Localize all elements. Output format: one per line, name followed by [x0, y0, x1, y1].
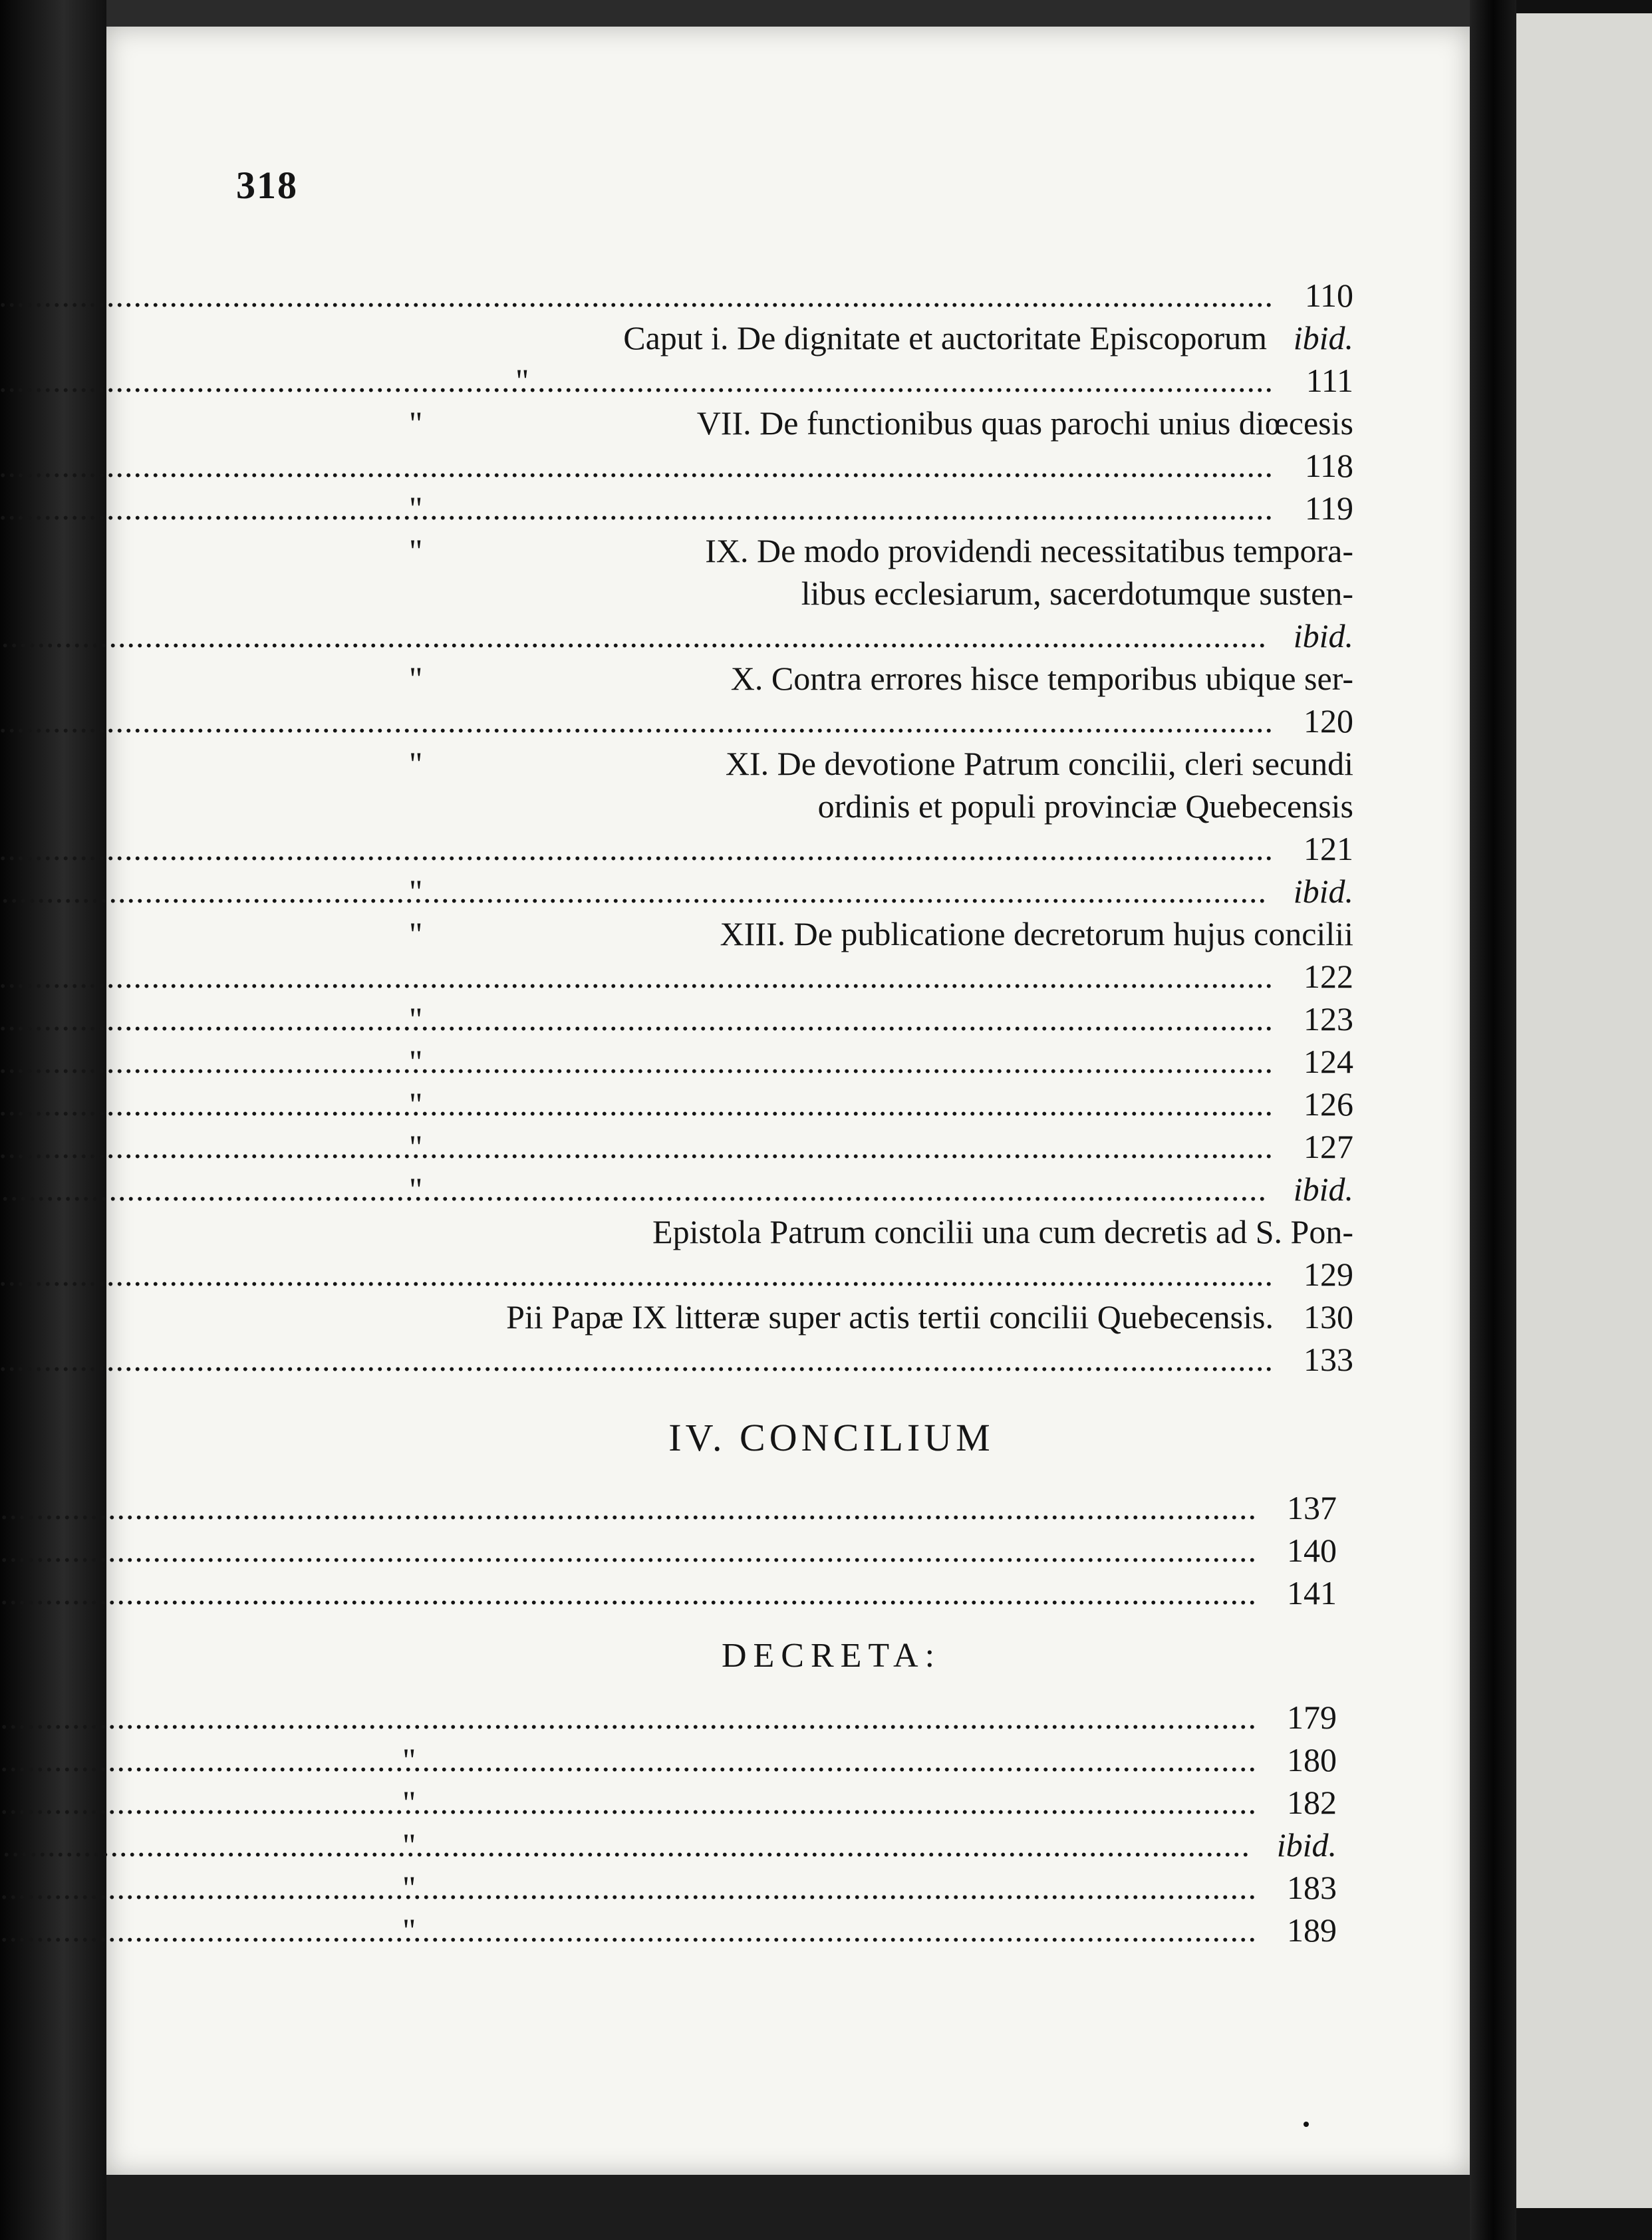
toc-entry-page: 122 [1304, 958, 1353, 995]
toc-entry-page: 126 [1304, 1085, 1353, 1123]
toc-entry-label [0, 1909, 1257, 1951]
toc-entry [409, 912, 1353, 955]
toc-entry-page: 118 [1304, 447, 1353, 484]
toc-entry-label [0, 1572, 1257, 1614]
book-gutter-right [1470, 0, 1516, 2240]
toc-entry [326, 1572, 1337, 1614]
toc-entry-label [0, 1486, 1257, 1529]
toc-entry [515, 359, 1353, 402]
ditto-mark: " [515, 362, 529, 399]
toc-entry-page: 130 [1304, 1298, 1353, 1335]
toc-section-iv [326, 1486, 1337, 1614]
toc-entry-page: 110 [1304, 277, 1353, 314]
toc-entry-page: ibid. [1293, 617, 1353, 654]
toc-entry [326, 1210, 1353, 1253]
page-number: 318 [236, 164, 298, 207]
toc-entry-page: ibid. [1276, 1826, 1337, 1864]
ditto-mark: " [409, 915, 423, 952]
toc-entry-label [0, 487, 1274, 529]
ditto-mark: " [402, 1826, 416, 1864]
toc-entry-page: 121 [1304, 830, 1353, 867]
ditto-mark: " [409, 1043, 423, 1080]
toc-entry-label: Epistola Patrum concilii una cum decretis ad S. Pon- [652, 1213, 1353, 1250]
toc-entry-label [0, 1529, 1257, 1572]
toc-entry [625, 700, 1353, 742]
toc-entry [409, 657, 1353, 700]
toc-entry-page: 123 [1304, 1000, 1353, 1038]
toc-entry [409, 402, 1353, 444]
toc-entry [333, 274, 1353, 317]
section-heading-iv-concilium: IV. CONCILIUM [668, 1416, 994, 1459]
ditto-mark: " [402, 1911, 416, 1949]
toc-entry-label: ordinis et populi provinciæ Quebecensis [817, 787, 1353, 825]
ditto-mark: " [409, 1128, 423, 1165]
toc-entry [625, 955, 1353, 998]
toc-entry-label [0, 274, 1274, 317]
toc-entry-label [0, 444, 1274, 487]
toc-entry [326, 1486, 1337, 1529]
toc-entry [402, 1781, 1337, 1824]
toc-entry [409, 487, 1353, 529]
toc-entry-page: 119 [1304, 490, 1353, 527]
toc-entry [326, 1296, 1353, 1338]
ditto-mark: " [409, 490, 423, 527]
toc-entry-label [0, 1696, 1257, 1739]
ditto-mark: " [409, 1085, 423, 1123]
toc-entry-page: ibid. [1293, 873, 1353, 910]
decreta-heading: DECRETA: [721, 1637, 942, 1675]
toc-entry-label: XIII. De publicatione decretorum hujus concilii [720, 915, 1353, 952]
facing-page-edge [1516, 13, 1652, 2208]
toc-entry [409, 742, 1353, 785]
toc-entry [625, 444, 1353, 487]
toc-entry-page: 141 [1287, 1574, 1337, 1611]
toc-entry-label: X. Contra errores hisce temporibus ubique ser- [730, 660, 1353, 697]
ink-dot [1304, 2122, 1309, 2127]
toc-entry-label [0, 700, 1274, 742]
toc-entry-page: 189 [1287, 1911, 1337, 1949]
toc-entry-label [0, 870, 1267, 912]
toc-entry-label [0, 615, 1267, 657]
toc-entry-page: 179 [1287, 1699, 1337, 1736]
toc-entry-page: ibid. [1293, 319, 1353, 356]
toc-entry-page: 111 [1306, 362, 1353, 399]
toc-entry-label: Pii Papæ IX litteræ super actis tertii concilii Quebecensis. [506, 1298, 1274, 1335]
toc-entry-page: 183 [1287, 1869, 1337, 1906]
toc-entry-page: 137 [1287, 1489, 1337, 1526]
toc-entry [402, 1739, 1337, 1781]
toc-entry-page: 180 [1287, 1741, 1337, 1778]
toc-entry-page: 182 [1287, 1784, 1337, 1821]
toc-entry [409, 1040, 1353, 1083]
bottom-edge-shadow [106, 2175, 1470, 2240]
toc-entry-label: Caput i. De dignitate et auctoritate Episcoporum [623, 319, 1267, 356]
toc-entry [409, 529, 1353, 572]
ditto-mark: " [409, 532, 423, 569]
toc-entry-label [0, 1739, 1257, 1781]
toc-entry-label [0, 1866, 1257, 1909]
toc-entry [409, 870, 1353, 912]
toc-entry [409, 1168, 1353, 1210]
toc-entry-page: 127 [1304, 1128, 1353, 1165]
toc-entry [482, 317, 1353, 359]
toc-entry-label: libus ecclesiarum, sacerdotumque susten- [801, 575, 1353, 612]
toc-entry-label [0, 998, 1274, 1040]
toc-entry-label: IX. De modo providendi necessitatibus tempora- [705, 532, 1353, 569]
toc-entry [402, 1866, 1337, 1909]
toc-entry-page: 120 [1304, 702, 1353, 740]
toc-entry [326, 1696, 1337, 1739]
toc-entry-label [0, 1040, 1274, 1083]
toc-entry-label [0, 1824, 1250, 1866]
toc-entry [412, 1253, 1353, 1296]
toc-section-iii [333, 274, 1353, 1381]
toc-entry-label: XI. De devotione Patrum concilii, cleri secundi [725, 745, 1353, 782]
toc-entry [625, 615, 1353, 657]
toc-entry [409, 1083, 1353, 1125]
toc-entry [625, 572, 1353, 615]
toc-entry [409, 998, 1353, 1040]
ditto-mark: " [409, 1000, 423, 1038]
top-edge-shadow [106, 0, 1470, 27]
toc-entry-page: 133 [1304, 1341, 1353, 1378]
toc-entry-label [0, 1168, 1267, 1210]
toc-entry [625, 827, 1353, 870]
toc-entry [326, 1338, 1353, 1381]
ditto-mark: " [409, 404, 423, 442]
toc-entry-page: 129 [1304, 1256, 1353, 1293]
toc-entry-label: VII. De functionibus quas parochi unius diœcesis [696, 404, 1353, 442]
toc-entry-label [0, 359, 1274, 402]
toc-entry [402, 1909, 1337, 1951]
toc-entry-page: 140 [1287, 1532, 1337, 1569]
toc-entry-label [0, 1338, 1274, 1381]
toc-entry [409, 1125, 1353, 1168]
toc-decreta [326, 1696, 1337, 1951]
toc-entry-page: ibid. [1293, 1171, 1353, 1208]
ditto-mark: " [409, 745, 423, 782]
ditto-mark: " [402, 1741, 416, 1778]
toc-entry-label [0, 1781, 1257, 1824]
toc-entry-label [0, 1125, 1274, 1168]
toc-entry-page: 124 [1304, 1043, 1353, 1080]
toc-entry [402, 1824, 1337, 1866]
ditto-mark: " [409, 873, 423, 910]
ditto-mark: " [409, 660, 423, 697]
toc-entry-label [0, 1083, 1274, 1125]
toc-entry-label [0, 1253, 1274, 1296]
ditto-mark: " [402, 1784, 416, 1821]
toc-entry-label [0, 955, 1274, 998]
toc-entry [625, 785, 1353, 827]
toc-entry-label [0, 827, 1274, 870]
toc-entry [326, 1529, 1337, 1572]
ditto-mark: " [402, 1869, 416, 1906]
ditto-mark: " [409, 1171, 423, 1208]
